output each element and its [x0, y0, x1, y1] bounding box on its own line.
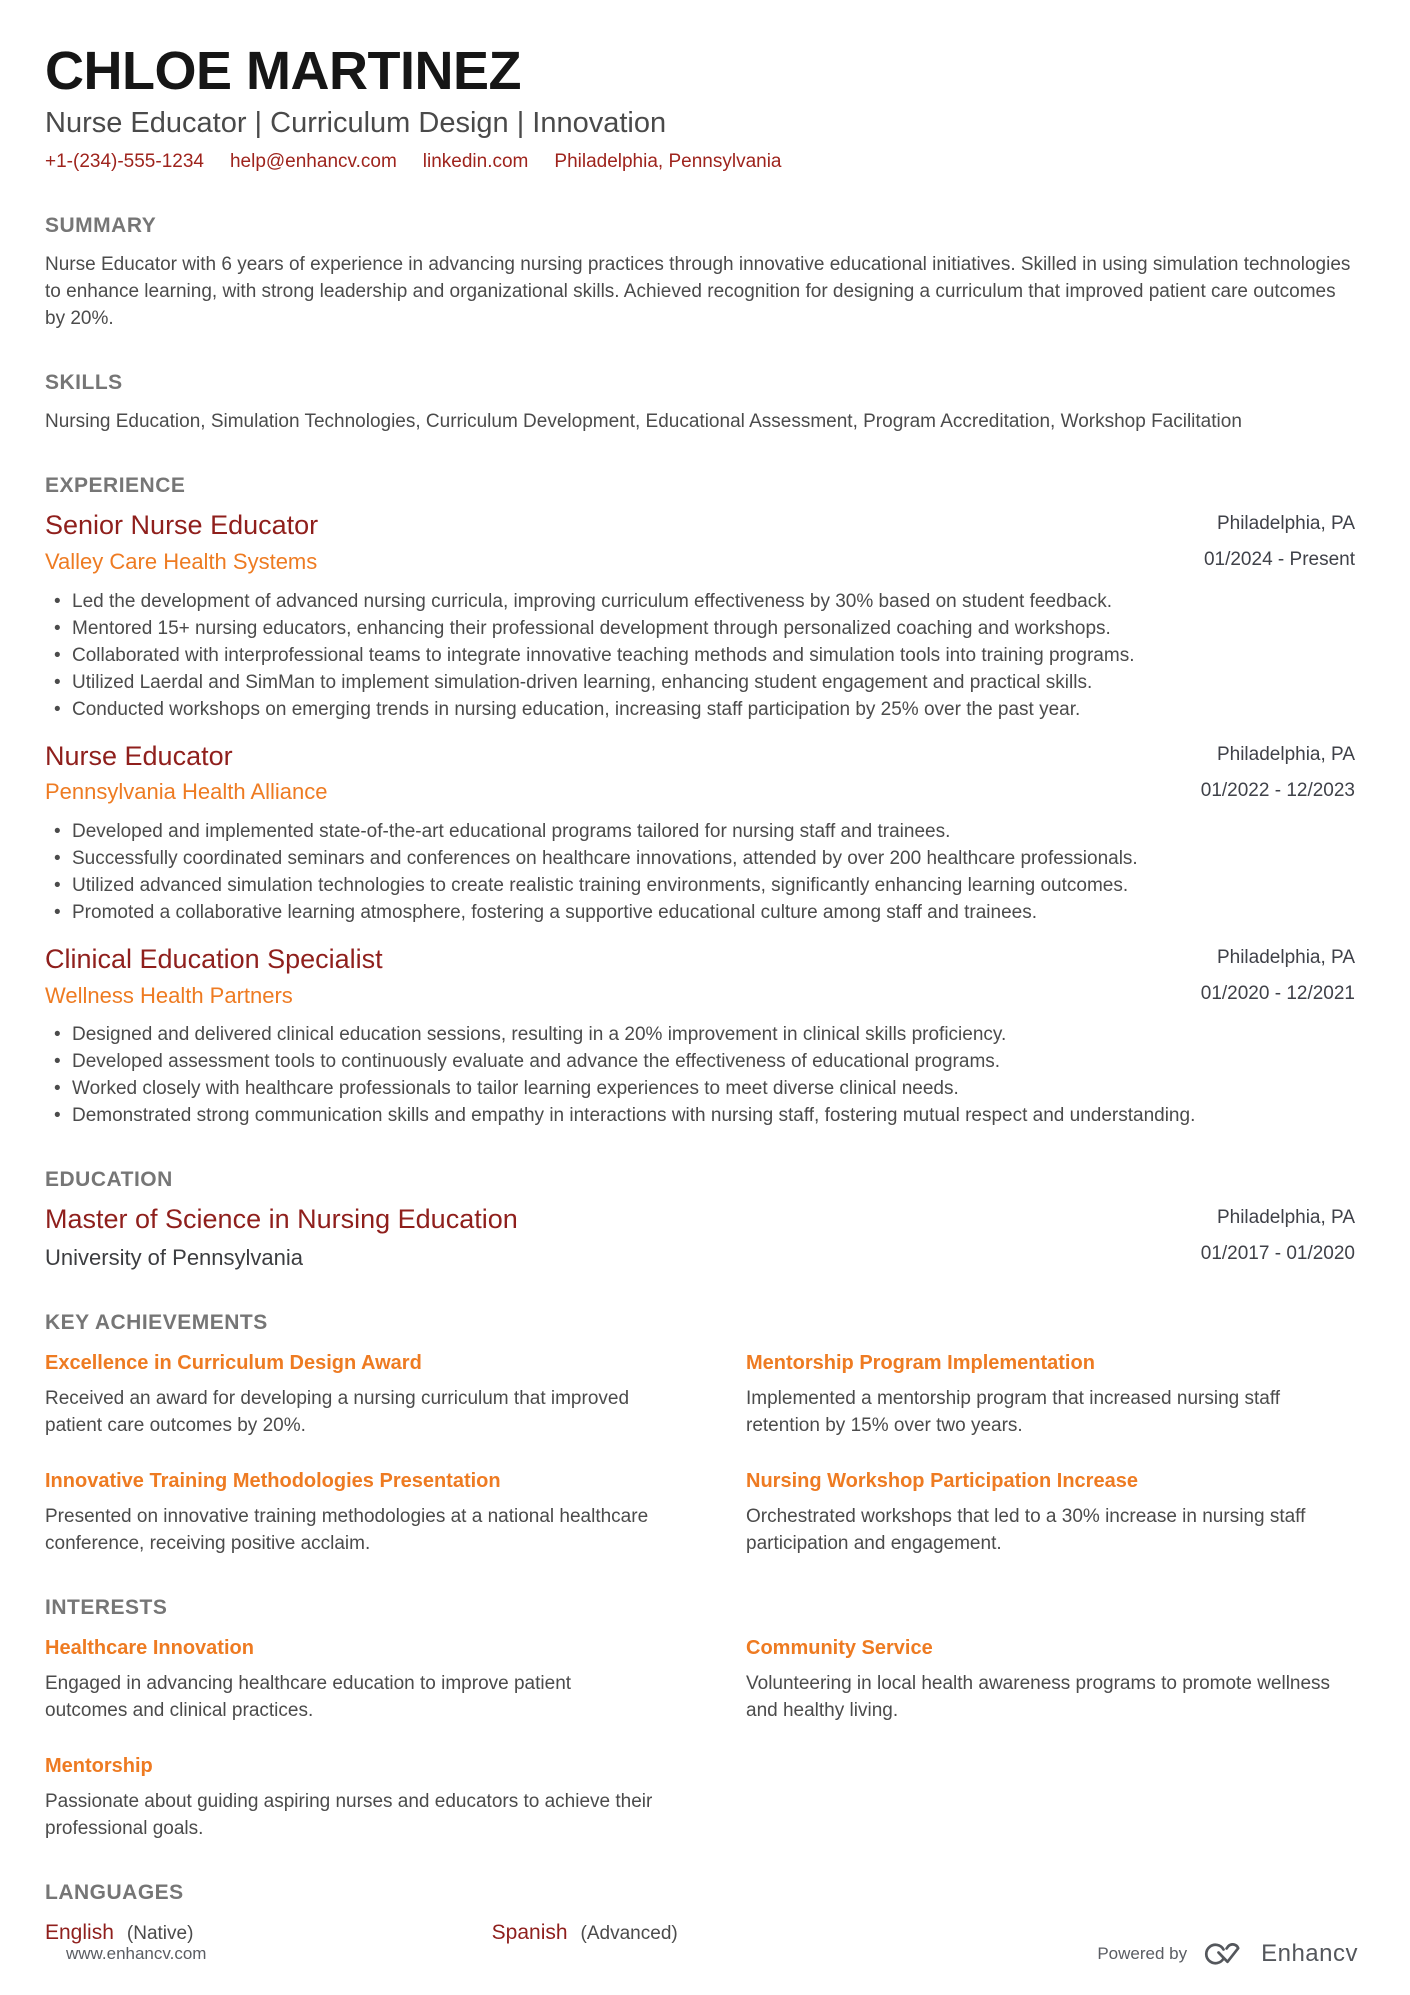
experience-entry [45, 944, 1355, 1129]
interest-text: Volunteering in local health awareness programs to promote wellness and healthy living. [746, 1672, 1331, 1721]
job-bullet: • Worked closely with healthcare professionals to tailor learning experiences to meet diverse clinical needs. [45, 1075, 1355, 1102]
experience-entry-meta [1201, 944, 1355, 1005]
education-entry-left [45, 1204, 518, 1271]
achievement-item [45, 1469, 654, 1557]
company-name: Pennsylvania Health Alliance [45, 779, 328, 805]
powered-by-badge[interactable] [1097, 1939, 1358, 1969]
achievement-text: Presented on innovative training methodologies at a national healthcare conference, receiving positive acclaim. [45, 1505, 649, 1554]
language-level: (Native) [126, 1923, 194, 1945]
job-bullet: • Collaborated with interprofessional teams to integrate innovative teaching methods and simulation tools into training programs. [45, 642, 1355, 669]
job-bullet: • Mentored 15+ nursing educators, enhancing their professional development through personalized coaching and workshops. [45, 615, 1355, 642]
achievements-grid [45, 1351, 1355, 1557]
job-bullet: • Promoted a collaborative learning atmosphere, fostering a supportive educational culture among staff and trainees. [45, 899, 1355, 926]
experience-entry-header [45, 510, 1355, 575]
job-location: Philadelphia, PA [1216, 946, 1355, 968]
language-name: Spanish [491, 1921, 568, 1945]
job-bullet: • Successfully coordinated seminars and conferences on healthcare innovations, attended by over 200 healthcare professionals. [45, 845, 1355, 872]
education-heading: EDUCATION [45, 1168, 173, 1192]
education-dates: 01/2017 - 01/2020 [1200, 1243, 1355, 1265]
achievement-text: Received an award for developing a nursing curriculum that improved patient care outcomes by 20%. [45, 1387, 630, 1436]
job-bullet: • Led the development of advanced nursing curricula, improving curriculum effectiveness by 30% based on student feedback. [45, 588, 1355, 615]
candidate-name: CHLOE MARTINEZ [45, 41, 521, 101]
experience-entry-left [45, 741, 328, 806]
candidate-headline: Nurse Educator | Curriculum Design | Innovation [45, 107, 667, 140]
experience-entry [45, 510, 1355, 722]
interest-item [746, 1636, 1355, 1724]
language-name: English [45, 1921, 114, 1945]
contact-location: Philadelphia, Pennsylvania [554, 151, 782, 173]
education-location: Philadelphia, PA [1216, 1207, 1355, 1229]
job-bullet-list [45, 588, 1355, 723]
language-level: (Advanced) [580, 1923, 678, 1945]
job-dates: 01/2024 - Present [1203, 549, 1355, 571]
job-dates: 01/2022 - 12/2023 [1200, 779, 1355, 801]
job-dates: 01/2020 - 12/2021 [1200, 982, 1355, 1004]
interest-title: Mentorship [45, 1754, 153, 1777]
powered-by-label: Powered by [1097, 1944, 1188, 1963]
enhancv-logo-icon [1201, 1939, 1247, 1969]
achievements-heading: KEY ACHIEVEMENTS [45, 1310, 268, 1334]
languages-heading: LANGUAGES [45, 1880, 184, 1904]
enhancv-brand-name: Enhancv [1261, 1940, 1358, 1967]
contact-linkedin-link[interactable]: linkedin.com [422, 151, 529, 173]
achievement-text: Implemented a mentorship program that increased nursing staff retention by 15% over two years. [746, 1387, 1281, 1436]
interests-grid [45, 1636, 1355, 1842]
education-entry [45, 1204, 1355, 1271]
contact-email-link[interactable]: help@enhancv.com [229, 151, 397, 173]
skills-heading: SKILLS [45, 370, 123, 394]
resume-header [45, 42, 1355, 175]
experience-heading: EXPERIENCE [45, 474, 186, 498]
company-name: Valley Care Health Systems [45, 549, 318, 575]
interest-title: Community Service [746, 1636, 933, 1659]
achievement-title: Nursing Workshop Participation Increase [746, 1469, 1138, 1492]
experience-entry-meta [1201, 741, 1355, 802]
achievement-item [746, 1351, 1355, 1439]
job-bullet: • Conducted workshops on emerging trends in nursing education, increasing staff participation by 25% over the past year. [45, 696, 1355, 723]
skills-text: Nursing Education, Simulation Technologies, Curriculum Development, Educational Assessment, Program Accreditation, Workshop Facilitation [45, 411, 1242, 433]
experience-entry-meta [1204, 510, 1355, 571]
contact-row [45, 150, 1355, 175]
summary-text: Nurse Educator with 6 years of experience in advancing nursing practices through innovative educational initiatives. Skilled in using simulation technologies to enhance learning, with strong leadership and organizational skills. Achieved recognition for designing a curriculum that improved patient care outcomes by 20%. [45, 253, 1351, 329]
job-location: Philadelphia, PA [1216, 743, 1355, 765]
job-location: Philadelphia, PA [1216, 513, 1355, 535]
achievement-item [45, 1351, 654, 1439]
page-footer [0, 1939, 1410, 1969]
experience-entry-header [45, 944, 1355, 1009]
job-bullet: • Demonstrated strong communication skills and empathy in interactions with nursing staff, fostering mutual respect and understanding. [45, 1102, 1355, 1129]
education-entry-meta [1201, 1204, 1355, 1265]
job-bullet: • Developed and implemented state-of-the-art educational programs tailored for nursing staff and trainees. [45, 818, 1355, 845]
degree-title: Master of Science in Nursing Education [45, 1204, 518, 1235]
job-bullet-list [45, 818, 1355, 926]
achievement-item [746, 1469, 1355, 1557]
job-bullet: • Utilized Laerdal and SimMan to implement simulation-driven learning, enhancing student engagement and practical skills. [45, 669, 1355, 696]
job-bullet: • Designed and delivered clinical education sessions, resulting in a 20% improvement in clinical skills proficiency. [45, 1021, 1355, 1048]
achievement-title: Excellence in Curriculum Design Award [45, 1351, 422, 1374]
experience-entry-left [45, 944, 383, 1009]
school-name: University of Pennsylvania [45, 1245, 304, 1271]
interest-text: Passionate about guiding aspiring nurses and educators to achieve their professional goals. [45, 1790, 653, 1839]
company-name: Wellness Health Partners [45, 982, 293, 1008]
interest-item [45, 1636, 654, 1724]
interest-title: Healthcare Innovation [45, 1636, 254, 1659]
experience-entry-header [45, 741, 1355, 806]
enhancv-site-link[interactable]: www.enhancv.com [66, 1944, 207, 1963]
job-bullet: • Developed assessment tools to continuously evaluate and advance the effectiveness of educational programs. [45, 1048, 1355, 1075]
experience-entry-left [45, 510, 318, 575]
job-bullet: • Utilized advanced simulation technologies to create realistic training environments, significantly enhancing learning outcomes. [45, 872, 1355, 899]
interests-heading: INTERESTS [45, 1595, 168, 1619]
achievement-text: Orchestrated workshops that led to a 30% increase in nursing staff participation and engagement. [746, 1505, 1306, 1554]
contact-phone: +1-(234)-555-1234 [45, 151, 204, 173]
job-title: Clinical Education Specialist [45, 943, 383, 974]
job-bullet-list [45, 1021, 1355, 1129]
achievement-title: Innovative Training Methodologies Presentation [45, 1469, 501, 1492]
education-entry-header [45, 1204, 1355, 1271]
achievement-title: Mentorship Program Implementation [746, 1351, 1095, 1374]
interest-text: Engaged in advancing healthcare education to improve patient outcomes and clinical practices. [45, 1672, 572, 1721]
interest-item [45, 1754, 654, 1842]
summary-heading: SUMMARY [45, 213, 157, 237]
experience-entry [45, 741, 1355, 926]
job-title: Senior Nurse Educator [45, 510, 319, 541]
job-title: Nurse Educator [45, 740, 233, 771]
